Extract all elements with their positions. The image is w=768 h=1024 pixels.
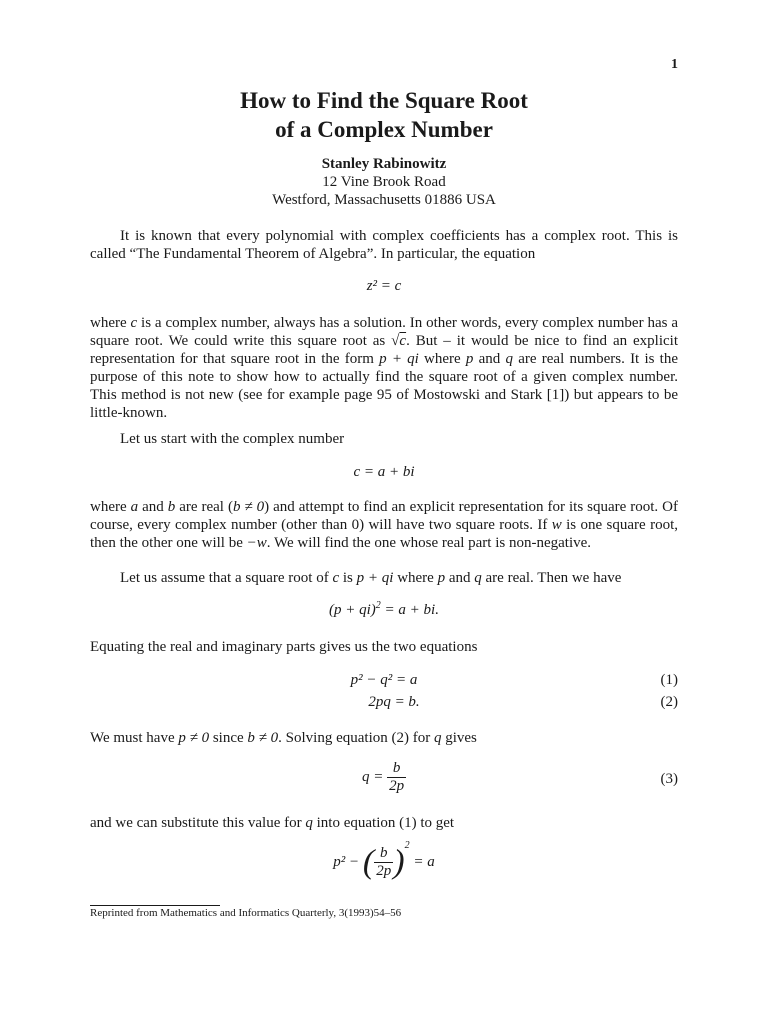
title-line-1: How to Find the Square Root (240, 88, 528, 113)
address-line-2: Westford, Massachusetts 01886 USA (272, 192, 496, 208)
equation-square: (p + qi)$^2$ = a + bi. (329, 600, 439, 618)
paper-title (0, 86, 768, 144)
paragraph-4: where a and b are real (b ≠ 0) and attempt to find an explicit representation for its square root. Of course, every complex number (other than 0) will have two square roots. If w is one square root, then the other one will be −w. We will find the one whose real part is non-negative. (90, 499, 678, 551)
equation-3-number: (3) (660, 771, 678, 787)
address-line-1: 12 Vine Brook Road (322, 174, 446, 190)
author-block (0, 155, 768, 209)
footnote-rule (90, 905, 220, 906)
equation-4: p² − ( $\frac{b}{2p}$ )$^2$ = a (333, 839, 435, 881)
paragraph-8: and we can substitute this value for q into equation (1) to get (90, 815, 455, 831)
paragraph-1: It is known that every polynomial with complex coefficients has a complex root. This is called “The Fundamental Theorem of Algebra”. In particular, the equation (90, 228, 678, 262)
footnote: Reprinted from Mathematics and Informatics Quarterly, 3(1993)54–56 (90, 907, 402, 919)
paragraph-3: Let us start with the complex number (120, 431, 345, 447)
author-name: Stanley Rabinowitz (321, 156, 447, 172)
paragraph-6: Equating the real and imaginary parts gives us the two equations (90, 639, 478, 655)
title-line-2: of a Complex Number (275, 117, 493, 142)
paragraph-7: We must have p ≠ 0 since b ≠ 0. Solving equation (2) for q gives (90, 730, 477, 746)
equation-z-squared: z² = c (366, 278, 402, 294)
equation-2: 2pq = b. (368, 694, 420, 710)
fraction-b-over-2p: $\frac{b}{2p}$ (389, 760, 405, 794)
right-paren: ) (393, 843, 405, 881)
equation-c: c = a + bi (353, 464, 415, 480)
paragraph-5: Let us assume that a square root of c is p + qi where p and q are real. Then we have (120, 570, 622, 586)
equation-1: p² − q² = a (350, 672, 418, 688)
equation-3: q = $\frac{b}{2p}$ (361, 760, 405, 794)
page-number: 1 (671, 57, 678, 72)
fraction-b-over-2p-squared: $\frac{b}{2p}$ (376, 845, 392, 879)
equation-1-number: (1) (660, 672, 678, 688)
left-paren: ( (362, 843, 375, 881)
paragraph-2: where c is a complex number, always has a solution. In other words, every complex number has a square root. We could write this square root as √c. But – it would be nice to find an explicit representation for that square root in the form p + qi where p and q are real numbers. It is the purpose of this note to show how to actually find the square root of a given complex number. This method is not new (see for example page 95 of Mostowski and Stark [1]) but appears to be little-known. (90, 315, 678, 421)
equation-2-number: (2) (660, 694, 678, 710)
